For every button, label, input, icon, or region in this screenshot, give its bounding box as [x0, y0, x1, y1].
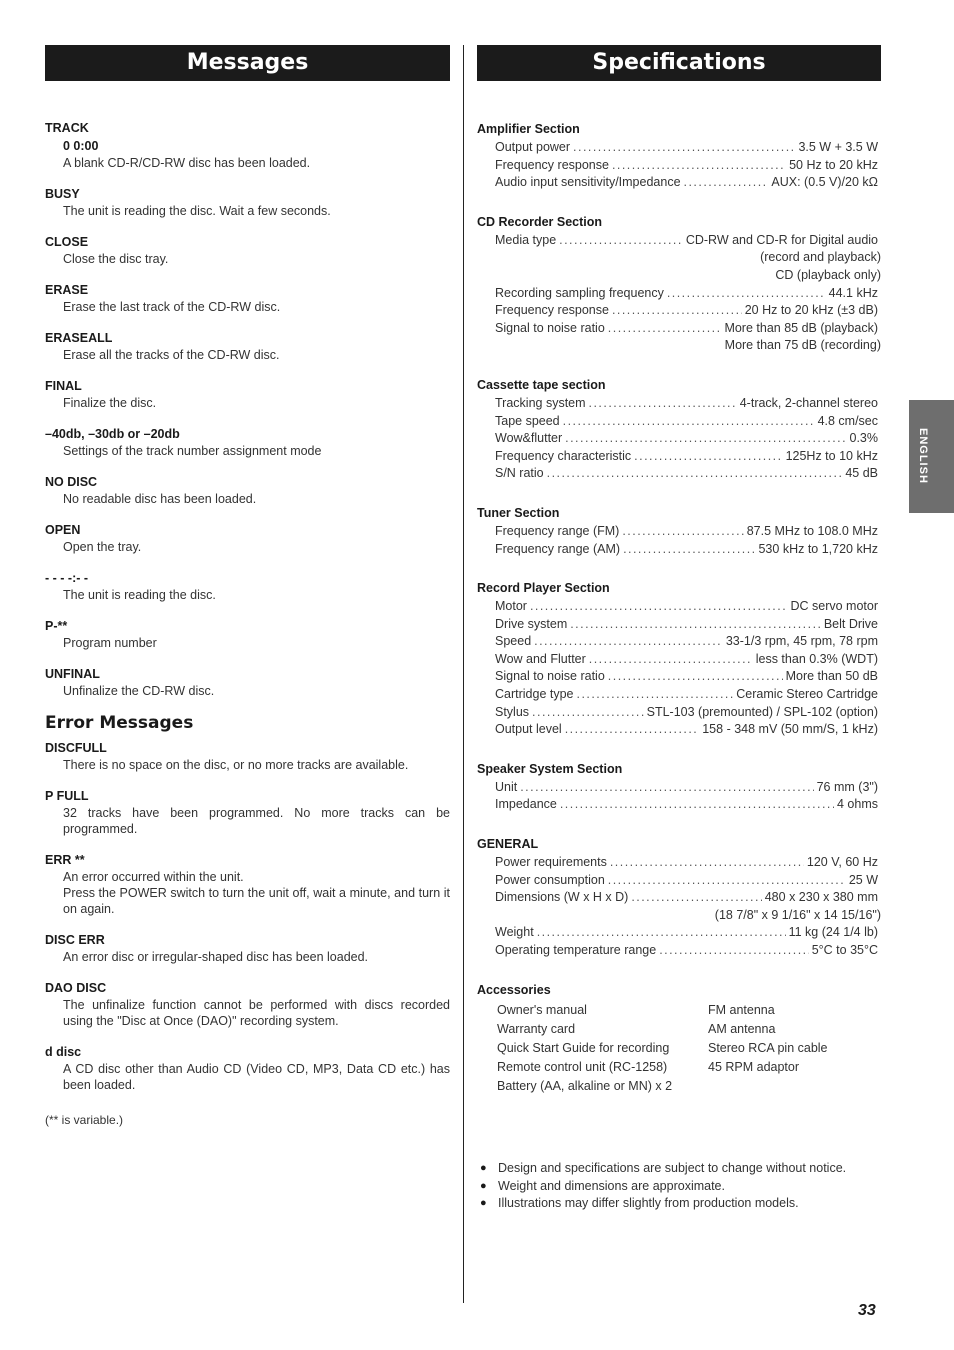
spec-row [477, 924, 881, 942]
spec-label: Power requirements [495, 855, 607, 870]
spec-row [477, 413, 881, 431]
spec-row [477, 320, 881, 338]
spec-value: DC servo motor [790, 599, 878, 614]
message-code: - - - -:- - [45, 571, 89, 585]
message-code: FINAL [45, 379, 82, 393]
spec-row [477, 616, 881, 634]
message-description: Finalize the disc. [63, 396, 157, 410]
spec-row [477, 942, 881, 960]
spec-row [477, 721, 881, 739]
message-code: ERASEALL [45, 331, 113, 345]
section-title: Tuner Section [477, 505, 560, 520]
spec-row [477, 285, 881, 303]
spec-label: Frequency range (AM) [495, 541, 621, 556]
spec-row [477, 633, 881, 651]
spec-row [477, 686, 881, 704]
spec-label: Unit [495, 779, 518, 794]
dot-leader [612, 302, 742, 320]
dot-leader [570, 616, 821, 634]
error-description: Press the POWER switch to turn the unit off, wait a minute, and turn it on again. [63, 886, 450, 916]
error-code: DISC ERR [45, 933, 105, 947]
spec-label: Wow&flutter [495, 431, 563, 446]
spec-label: Output level [495, 722, 562, 737]
spec-row [477, 395, 881, 413]
spec-continuation: (record and playback) [760, 250, 881, 265]
spec-value: 33-1/3 rpm, 45 rpm, 78 rpm [725, 634, 878, 649]
notes-list [477, 1160, 897, 1213]
message-code: ERASE [45, 283, 89, 297]
dot-leader [667, 285, 826, 303]
message-description: The unit is reading the disc. Wait a few seconds. [63, 204, 331, 218]
message-item [45, 617, 450, 651]
bullet-icon: ● [480, 1162, 487, 1174]
message-description: Open the tray. [63, 540, 142, 554]
bullet-icon: ● [480, 1197, 487, 1210]
section-title: Accessories [477, 982, 551, 997]
dot-leader [608, 872, 846, 890]
specifications-title: Specifications [477, 45, 881, 81]
message-code: TRACK [45, 121, 89, 135]
dot-leader [623, 541, 755, 559]
spec-label: Audio input sensitivity/Impedance [495, 175, 681, 190]
error-item [45, 979, 450, 1029]
message-code: UNFINAL [45, 667, 100, 681]
dot-leader [547, 465, 843, 483]
error-description: The unfinalize function cannot be performed with discs recorded using the "Disc at Once (DAO)" recording system. [63, 998, 450, 1028]
spec-row [477, 779, 881, 797]
accessory-item: Warranty card [497, 1021, 576, 1036]
note-item [477, 1160, 897, 1178]
accessory-item: FM antenna [708, 1002, 775, 1017]
message-item [45, 665, 450, 699]
spec-continuation: (18 7/8" x 9 1/16" x 14 15/16") [714, 907, 881, 922]
error-message-list [45, 739, 450, 1093]
dot-leader [634, 448, 782, 466]
message-item [45, 521, 450, 555]
accessory-item: 45 RPM adaptor [708, 1059, 800, 1074]
spec-value: less than 0.3% (WDT) [755, 651, 878, 666]
spec-label: Frequency range (FM) [495, 523, 620, 538]
dot-leader [520, 779, 813, 797]
spec-value: 530 kHz to 1,720 kHz [758, 541, 878, 556]
spec-label: Frequency response [495, 157, 609, 172]
spec-row [477, 157, 881, 175]
spec-label: Operating temperature range [495, 943, 657, 957]
spec-row [477, 139, 881, 157]
dot-leader [589, 395, 737, 413]
message-item [45, 377, 450, 411]
spec-value: More than 50 dB [785, 669, 878, 684]
spec-row [477, 651, 881, 669]
messages-title: Messages [45, 45, 450, 81]
error-item [45, 739, 450, 773]
dot-leader [565, 721, 700, 739]
note-item [477, 1178, 897, 1196]
spec-value: 125Hz to 10 kHz [785, 448, 878, 463]
spec-continuation: CD (playback only) [775, 267, 881, 282]
spec-label: Power consumption [495, 872, 605, 887]
error-code: DISCFULL [45, 741, 107, 755]
spec-section-list [477, 119, 881, 960]
spec-row [477, 448, 881, 466]
spec-label: Recording sampling frequency [495, 285, 664, 300]
accessory-item [708, 1078, 888, 1095]
section-title: Amplifier Section [477, 122, 580, 136]
page-number: 33 [858, 1302, 876, 1319]
spec-label: Weight [495, 925, 534, 940]
dot-leader [589, 651, 753, 669]
spec-value: 25 W [848, 872, 878, 887]
error-code: d disc [45, 1045, 82, 1059]
spec-value: 5°C to 35°C [811, 943, 878, 957]
error-description: An error occurred within the unit. [63, 870, 244, 884]
spec-label: Dimensions (W x H x D) [495, 890, 629, 905]
dot-leader [573, 139, 795, 157]
spec-row [477, 598, 881, 616]
spec-row [477, 704, 881, 722]
message-code: CLOSE [45, 235, 89, 249]
dot-leader [563, 413, 815, 431]
message-item [45, 329, 450, 363]
message-subcode: 0 0:00 [63, 139, 99, 153]
spec-label: Tracking system [495, 395, 586, 410]
spec-value: 158 - 348 mV (50 mm/S, 1 kHz) [702, 722, 878, 737]
message-description: Settings of the track number assignment mode [63, 444, 322, 458]
message-item [45, 185, 450, 219]
spec-label: Tape speed [495, 413, 560, 428]
spec-value: CD-RW and CD-R for Digital audio [685, 232, 878, 247]
message-description: Erase all the tracks of the CD-RW disc. [63, 348, 280, 362]
spec-label: Media type [495, 232, 557, 247]
message-description: No readable disc has been loaded. [63, 492, 257, 506]
column-divider [463, 45, 464, 1303]
spec-label: Speed [495, 634, 532, 649]
spec-row [477, 541, 881, 559]
spec-continuation: More than 75 dB (recording) [724, 338, 881, 353]
spec-section [477, 759, 881, 814]
message-description: Close the disc tray. [63, 252, 169, 266]
message-description: Erase the last track of the CD-RW disc. [63, 300, 281, 314]
spec-value: 11 kg (24 1/4 lb) [788, 925, 878, 940]
message-list [45, 119, 450, 699]
message-item [45, 281, 450, 315]
dot-leader [659, 942, 809, 960]
section-title: GENERAL [477, 837, 539, 852]
message-code: NO DISC [45, 475, 98, 489]
spec-value: Ceramic Stereo Cartridge [736, 687, 878, 702]
spec-value: 50 Hz to 20 kHz [789, 157, 878, 172]
spec-section [477, 212, 881, 355]
spec-label: Signal to noise ratio [495, 320, 605, 335]
error-description: An error disc or irregular-shaped disc has been loaded. [63, 950, 369, 964]
dot-leader [610, 854, 804, 872]
spec-label: Frequency characteristic [495, 448, 632, 463]
error-code: DAO DISC [45, 981, 107, 995]
accessory-item: Stereo RCA pin cable [708, 1040, 828, 1055]
error-item [45, 1043, 450, 1093]
dot-leader [534, 633, 723, 651]
section-title: Speaker System Section [477, 761, 623, 776]
spec-section [477, 834, 881, 960]
spec-value: STL-103 (premounted) / SPL-102 (option) [646, 704, 878, 719]
message-item [45, 569, 450, 603]
spec-section [477, 503, 881, 558]
dot-leader [631, 889, 761, 907]
accessory-item: Remote control unit (RC-1258) [497, 1059, 668, 1074]
spec-row [477, 796, 881, 814]
dot-leader [560, 796, 834, 814]
spec-label: Cartridge type [495, 687, 574, 702]
note-item [477, 1195, 897, 1213]
spec-label: Wow and Flutter [495, 651, 586, 666]
spec-value: 0.3% [849, 431, 878, 446]
spec-row [477, 430, 881, 448]
message-description: Unfinalize the CD-RW disc. [63, 684, 215, 698]
dot-leader [559, 232, 683, 250]
spec-row [477, 465, 881, 483]
accessory-item: Battery (AA, alkaline or MN) x 2 [497, 1078, 673, 1093]
dot-leader [565, 430, 846, 448]
spec-row [477, 523, 881, 541]
error-description: A CD disc other than Audio CD (Video CD, MP3, Data CD etc.) has been loaded. [63, 1062, 450, 1092]
spec-row [477, 668, 881, 686]
spec-section [477, 119, 881, 192]
dot-leader [608, 668, 783, 686]
section-title: Cassette tape section [477, 377, 606, 392]
spec-label: Motor [495, 599, 527, 614]
message-item [45, 119, 450, 171]
note-text: Design and specifications are subject to change without notice. [498, 1161, 847, 1175]
message-code: BUSY [45, 187, 80, 201]
message-code: –40db, –30db or –20db [45, 427, 180, 441]
spec-row [477, 174, 881, 192]
note-text: Weight and dimensions are approximate. [498, 1178, 725, 1193]
spec-value: 4.8 cm/sec [817, 413, 878, 428]
dot-leader [612, 157, 786, 175]
spec-label: Stylus [495, 704, 530, 719]
spec-row [477, 232, 881, 250]
message-description: Program number [63, 636, 157, 650]
messages-column [45, 45, 450, 1127]
spec-label: Drive system [495, 616, 568, 631]
dot-leader [530, 598, 788, 616]
message-item [45, 473, 450, 507]
spec-value: 87.5 MHz to 108.0 MHz [746, 523, 878, 538]
spec-value: More than 85 dB (playback) [724, 320, 878, 335]
spec-value: Belt Drive [823, 616, 878, 631]
spec-row [477, 854, 881, 872]
spec-value: 4 ohms [837, 797, 878, 812]
error-item [45, 931, 450, 965]
specifications-column [477, 45, 881, 1115]
error-messages-title: Error Messages [45, 713, 194, 733]
language-tab-label: ENGLISH [917, 428, 929, 484]
spec-label: Output power [495, 140, 571, 154]
spec-row [477, 889, 881, 907]
dot-leader [532, 704, 644, 722]
spec-value: 4-track, 2-channel stereo [739, 395, 878, 410]
spec-label: Frequency response [495, 303, 609, 318]
accessories-grid [477, 1002, 881, 1095]
message-code: OPEN [45, 523, 81, 537]
spec-value: 44.1 kHz [828, 285, 878, 300]
bullet-icon: ● [480, 1179, 487, 1192]
error-description: There is no space on the disc, or no more tracks are available. [63, 758, 409, 772]
spec-value: 480 x 230 x 380 mm [764, 890, 878, 905]
spec-label: S/N ratio [495, 466, 544, 481]
error-description: 32 tracks have been programmed. No more tracks can be programmed. [63, 806, 450, 836]
accessories-section [477, 980, 881, 1095]
dot-leader [608, 320, 722, 338]
accessory-item: Quick Start Guide for recording [497, 1040, 670, 1055]
spec-value: 3.5 W + 3.5 W [798, 140, 878, 154]
error-item [45, 851, 450, 917]
spec-row [477, 872, 881, 890]
spec-section [477, 578, 881, 739]
error-item [45, 787, 450, 837]
section-title: Record Player Section [477, 581, 610, 596]
spec-value: AUX: (0.5 V)/20 kΩ [771, 175, 878, 190]
spec-value: 76 mm (3") [816, 779, 878, 794]
dot-leader [622, 523, 743, 541]
spec-section [477, 375, 881, 483]
footnote: (** is variable.) [45, 1113, 124, 1127]
message-item [45, 425, 450, 459]
spec-value: 120 V, 60 Hz [806, 855, 878, 870]
spec-label: Signal to noise ratio [495, 669, 605, 684]
spec-label: Impedance [495, 797, 557, 812]
dot-leader [537, 924, 786, 942]
spec-value: 45 dB [845, 466, 878, 481]
error-code: ERR ** [45, 853, 85, 867]
message-description: A blank CD-R/CD-RW disc has been loaded. [63, 156, 311, 170]
message-code: P-** [45, 619, 68, 633]
accessory-item: Owner's manual [497, 1002, 587, 1017]
spec-row [477, 302, 881, 320]
language-tab [909, 400, 954, 513]
accessory-item: AM antenna [708, 1021, 776, 1036]
error-code: P FULL [45, 789, 89, 803]
message-description: The unit is reading the disc. [63, 588, 216, 602]
note-text: Illustrations may differ slightly from production models. [498, 1196, 799, 1211]
section-title: CD Recorder Section [477, 214, 603, 229]
dot-leader [684, 174, 769, 192]
message-item [45, 233, 450, 267]
dot-leader [577, 686, 734, 704]
spec-value: 20 Hz to 20 kHz (±3 dB) [744, 303, 878, 318]
